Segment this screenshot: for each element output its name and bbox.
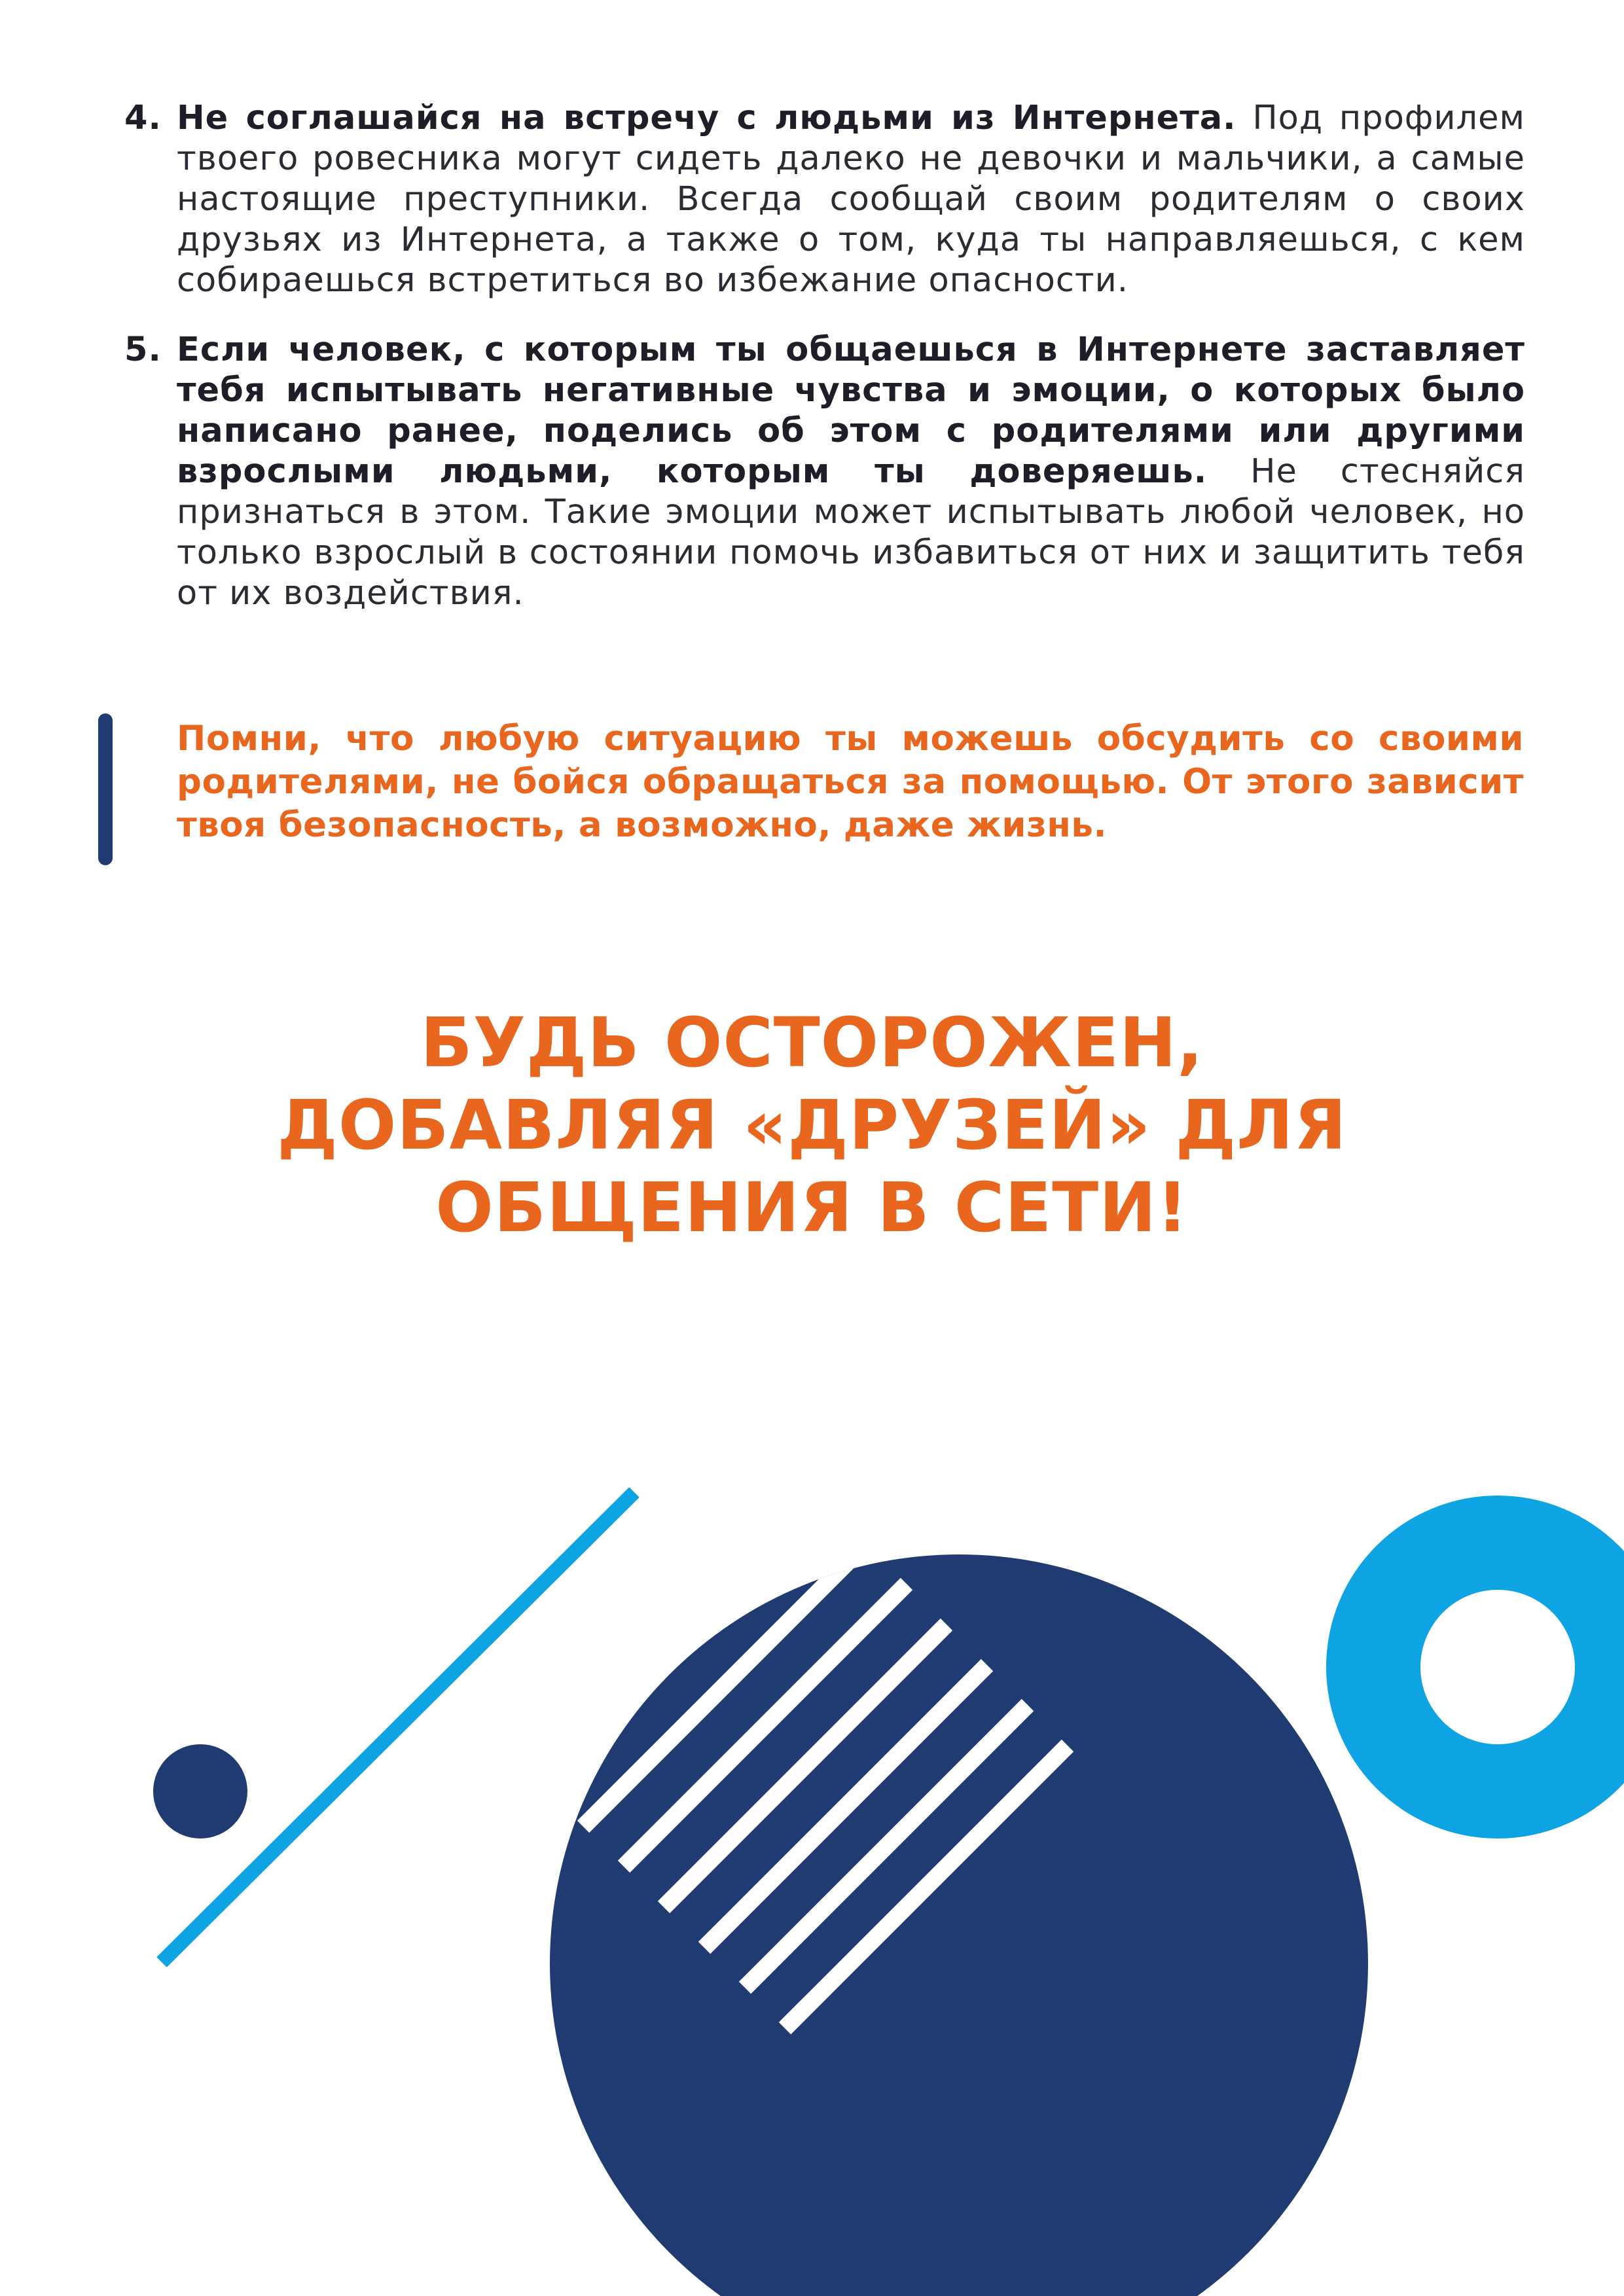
ring-icon	[1326, 1496, 1624, 1839]
headline-line-1: БУДЬ ОСТОРОЖЕН,	[420, 1003, 1204, 1083]
callout-text: Помни, что любую ситуацию ты можешь обсудить со своими родителями, не бойся обращаться за помощью. От этого зависит твоя безопасность, а возможно, даже жизнь.	[177, 719, 1524, 845]
headline-line-2: ДОБАВЛЯЯ «ДРУЗЕЙ» ДЛЯ	[277, 1085, 1347, 1165]
list-item-heading: Если человек, с которым ты общаешься в Интернете заставляет тебя испытывать негативные чувства и эмоции, о которых было написано ранее, поделись об этом с родителями или другими взрослыми людьми, которым ты доверяешь.	[177, 331, 1525, 491]
big-circle-icon	[550, 1554, 1368, 2296]
list-item-text: Не стесняйся признаться в этом. Такие эмоции может испытывать любой человек, но только взрослый в состоянии помочь избавиться от них и защитить тебя от их воздействия.	[177, 452, 1525, 613]
small-dot-icon	[153, 1744, 247, 1839]
list-item-number: 4.	[124, 99, 162, 137]
list-item-heading: Не соглашайся на встречу с людьми из Интернета.	[177, 99, 1236, 137]
list-item-number: 5.	[124, 331, 162, 369]
headline-line-3: ОБЩЕНИЯ В СЕТИ!	[435, 1168, 1189, 1247]
list-item-text: Под профилем твоего ровесника могут сидеть далеко не девочки и мальчики, а самые настоящие преступники. Всегда сообщай своим родителям о своих друзьях из Интернета, а также о том, куда ты направляешься, с кем собираешься встретиться во избежание опасности.	[177, 99, 1526, 300]
